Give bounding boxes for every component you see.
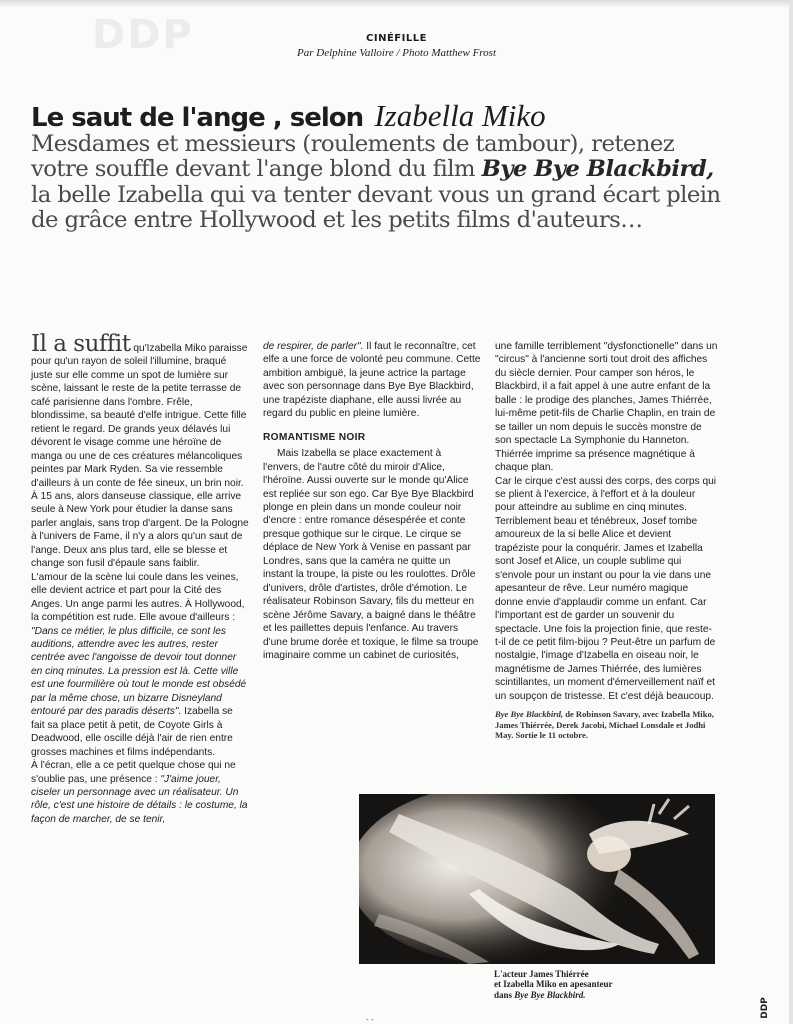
quote-text: de respirer, de parler". [263,341,364,352]
bottom-marks: - - [366,1015,374,1024]
paragraph-text: L'amour de la scène lui coule dans les veines, elle devient actrice et part pour la Cité des Anges. Un ange parmi les autres. À Hollywood, la compétition est rude. Elle avoue d'ailleurs : [31,571,245,624]
film-credit-title: Bye Bye Blackbird, [495,709,564,720]
scan-right-edge [789,0,793,1024]
paragraph-text: À l'écran, elle a ce petit quelque chose qui ne s'oublie pas, une présence : [31,760,236,785]
section-subhead: ROMANTISME NOIR [263,431,366,443]
headline-lead: Le saut de l'ange , selon [31,103,364,133]
paragraph-text: Izabella se fait sa place petit à petit, de Coyote Girls à Deadwood, elle oscille déjà l'air de rien entre grosses machines et films indépendants. [31,706,233,758]
standfirst-part1: Mesdames et messieurs (roulements de tambour), retenez votre souffle devant l'ange blond du film [31,131,675,183]
paragraph-text: Il faut le reconnaître, cet elfe a une force de volonté peu commune. Cette ambition ambiguë, la jeune actrice la partage avec son personnage dans Bye Bye Blackbird, une trapéziste diaphane, elle aussi livrée au regard du public en pleine lumière. [263,341,481,420]
watermark-logo: DDP [92,12,194,58]
article-column-1 [31,331,249,826]
caption-prefix: dans [494,989,513,1000]
standfirst [31,132,731,234]
dropcap-lead: Il a suffit [31,331,131,357]
quote-text: "Dans ce métier, le plus difficile, ce sont les auditions, attendre avec les autres, rester centrée avec l'angoisse de devoir tout donner en cinq minutes. La pression est là. Cette ville est une fourmilière où tout le monde est obsédé par la même chose, un bizarre Disneyland entouré par des paradis déserts". [31,625,247,718]
caption-film-title: Bye Bye Blackbird. [514,989,586,1000]
paragraph-text: Car le cirque c'est aussi des corps, des corps qui se plient à l'exercice, à l'effort et à la douleur pour atteindre au sublime en cinq minutes. Terriblement beau et ténébreux, Josef tombe amoureux de la si belle Alice et devient trapéziste pour la conquérir. James et Izabella sont Josef et Alice, un couple sublime qui s'envole pour un instant ou pour la vie dans une apesanteur de rêve. Leur numéro magique donne envie d'applaudir comme un enfant. Car l'important est de garder un souvenir du spectacle. Une fois la projection finie, que reste-t-il de ce petit film-bijou ? Peut-être un parfum de nostalgie, l'image d'Izabella en oiseau noir, le magnétisme de James Thiérrée, des lumières scintillantes, un moment d'émerveillement naïf et un soupçon de tristesse. Et c'est déjà beaucoup. [495,475,717,702]
article-photo [359,794,715,964]
paragraph [31,571,249,759]
section-rubric: CINÉFILLE [366,33,427,44]
paragraph-text: Mais Izabella se place exactement à l'envers, de l'autre côté du miroir d'Alice, l'héroïne. Aussi ouverte sur le monde qu'Alice est repliée sur son ego. Car Bye Bye Blackbird plonge en plein dans un monde couleur noir d'encre : entre romance désespérée et conte presque gothique sur le cirque. Le cirque se déplace de New York à Venise en passant par Londres, sans que la caméra ne quitte un instant la troupe, la piste ou les roulottes. Drôle d'univers, drôle d'artistes, drôle d'émotion. Le réalisateur Robinson Savary, fils du metteur en scène Jérôme Savary, a baigné dans le théâtre et les paillettes depuis l'enfance. Au travers d'une brume dorée et toxique, le filme sa troupe imaginaire comme un cabinet de curiosités, [263,448,479,661]
article-column-2 [263,340,481,662]
film-credit [495,709,718,740]
paragraph [31,331,249,571]
quote-text: "J'aime jouer, ciseler un personnage avec un réalisateur. Un rôle, c'est une histoire de détails : le costume, la façon de marcher, de se tenir, [31,773,248,825]
film-credit-text: de Robinson Savary, avec Izabella Miko, James Thiérrée, Derek Jacobi, Michael Lonsdale et Jodhi May. Sortie le 11 octobre. [495,709,714,740]
author-credit: Par Delphine Valloire / Photo Matthew Frost [297,47,496,59]
standfirst-film-title: Bye Bye Blackbird, [481,156,714,183]
page-folio: DDP [759,997,770,1019]
article-headline [31,98,546,134]
paragraph-text: une famille terriblement "dysfonctionelle" dans un "circus" à l'ancienne sorti tout droit des affiches du siècle dernier. Pour camper son héros, le Blackbird, il a fait appel à une autre enfant de la balle : le prodige des planches, James Thiérrée, lui-même petit-fils de Charlie Chaplin, en train de se tailler un nom depuis le succès monstre de son spectacle La Symphonie du Hanneton. Thiérrée imprime sa présence magnétique à chaque plan. [495,341,718,474]
article-column-3 [495,340,718,740]
photo-caption [494,969,714,1000]
caption-line: et Izabella Miko en apesanteur [494,979,613,990]
caption-line [494,990,714,1000]
trapeze-dancers-image [359,794,715,964]
paragraph [31,759,249,826]
headline-name: Izabella Miko [374,98,546,133]
paragraph-text: qu'Izabella Miko paraisse pour qu'un rayon de soleil l'illumine, braqué juste sur elle comme un spot de lumière sur scène, laissant le reste de la petite terrasse de café parisienne dans l'ombre. Frêle, blondissime, sa beauté d'elfe intrigue. Cette fille retient le regard. De grands yeux délavés lui dévorent le visage comme une héroïne de manga ou une de ces créatures mélancoliques peintes par Mark Ryden. Sa vie ressemble d'ailleurs à un conte de fée sineux, un brin noir. À 15 ans, alors danseuse classique, elle arrive seule à New York pour étudier la danse sans parler anglais, sans trop d'argent. De la Pologne à l'univers de Fame, il n'y a alors qu'un saut de l'ange. Deux ans plus tard, elle se blesse et change son fusil d'épaule sans faiblir. [31,343,249,570]
standfirst-part2: la belle Izabella qui va tenter devant vous un grand écart plein de grâce entre Hollywood et les petits films d'auteurs… [31,181,721,234]
column-body [495,340,718,740]
caption-line: L'acteur James Thiérrée [494,969,589,979]
paragraph [263,340,481,421]
scan-top-shadow [0,0,793,8]
